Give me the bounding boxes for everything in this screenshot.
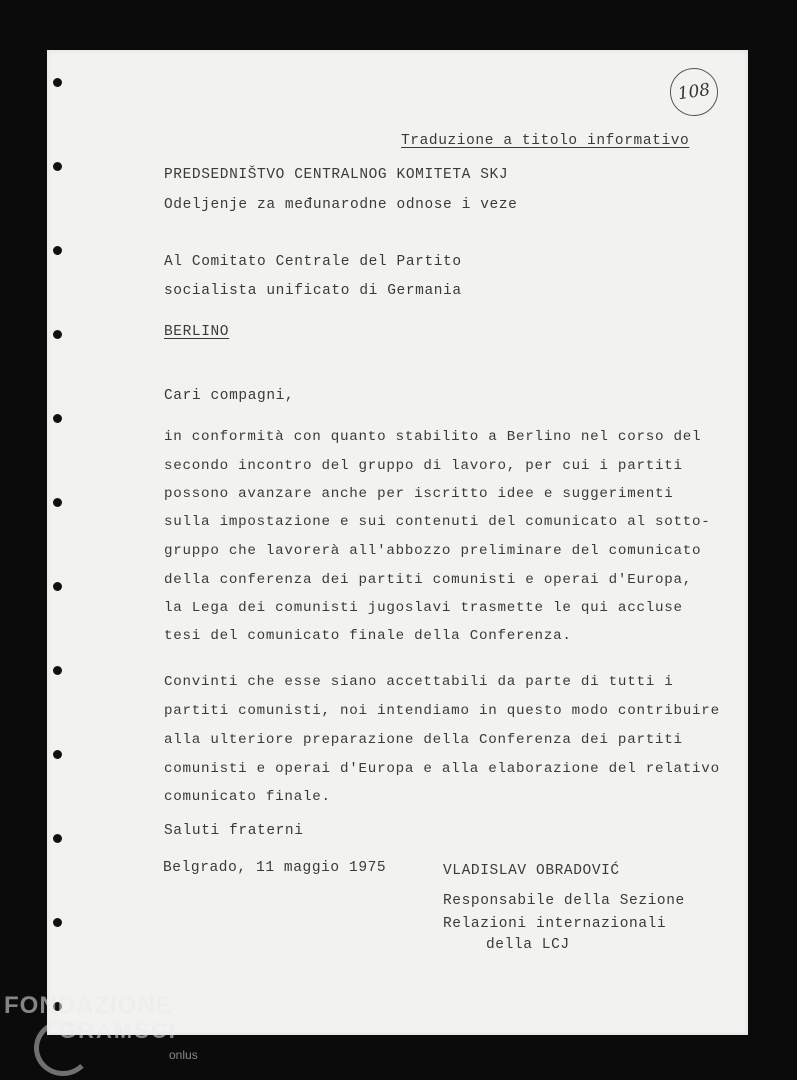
punch-hole — [53, 582, 62, 591]
sender-line-2: Odeljenje za međunarodne odnose i veze — [164, 197, 518, 213]
punch-hole — [53, 666, 62, 675]
punch-hole — [53, 162, 62, 171]
punch-hole — [53, 330, 62, 339]
signatory-title-1: Responsabile della Sezione — [443, 893, 685, 909]
fondazione-gramsci-watermark: FONDAZIONE GRAMSCI onlus — [4, 992, 177, 1044]
salutation: Cari compagni, — [164, 388, 295, 404]
paragraph-line: in conformità con quanto stabilito a Berlino nel corso del — [164, 429, 702, 445]
paragraph-line: sulla impostazione e sui contenuti del comunicato al sotto- — [164, 514, 711, 530]
punch-hole — [53, 414, 62, 423]
paragraph-line: della conferenza dei partiti comunisti e operai d'Europa, — [164, 572, 693, 588]
paragraph-line: partiti comunisti, noi intendiamo in questo modo contribuire — [164, 703, 720, 719]
signatory-title-3: della LCJ — [486, 937, 570, 953]
punch-hole — [53, 78, 62, 87]
punch-hole — [53, 246, 62, 255]
recipient-line-2: socialista unificato di Germania — [164, 283, 462, 299]
place-date: Belgrado, 11 maggio 1975 — [163, 860, 387, 876]
paragraph-line: gruppo che lavorerà all'abbozzo preliminare del comunicato — [164, 543, 702, 559]
punch-hole — [53, 918, 62, 927]
paragraph-line: tesi del comunicato finale della Conferenza. — [164, 628, 572, 644]
signatory-title-2: Relazioni internazionali — [443, 916, 667, 932]
paragraph-line: alla ulteriore preparazione della Conferenza dei partiti — [164, 732, 683, 748]
sender-line-1: PREDSEDNIŠTVO CENTRALNOG KOMITETA SKJ — [164, 167, 509, 183]
recipient-city: BERLINO — [164, 324, 230, 340]
paragraph-line: comunisti e operai d'Europa e alla elaborazione del relativo — [164, 761, 720, 777]
punch-hole — [53, 750, 62, 759]
paragraph-line: secondo incontro del gruppo di lavoro, per cui i partiti — [164, 458, 683, 474]
punch-hole — [53, 498, 62, 507]
translation-note: Traduzione a titolo informativo — [401, 133, 690, 149]
watermark-logo-mark — [34, 1020, 92, 1076]
closing: Saluti fraterni — [164, 823, 304, 839]
handwritten-page-number: 108 — [667, 65, 721, 119]
paragraph-line: comunicato finale. — [164, 789, 331, 805]
signatory-name: VLADISLAV OBRADOVIĆ — [443, 863, 620, 879]
paragraph-line: la Lega dei comunisti jugoslavi trasmette le qui accluse — [164, 600, 683, 616]
recipient-line-1: Al Comitato Centrale del Partito — [164, 254, 462, 270]
punch-hole — [53, 834, 62, 843]
paragraph-line: Convinti che esse siano accettabili da parte di tutti i — [164, 674, 674, 690]
paragraph-line: possono avanzare anche per iscritto idee e suggerimenti — [164, 486, 674, 502]
